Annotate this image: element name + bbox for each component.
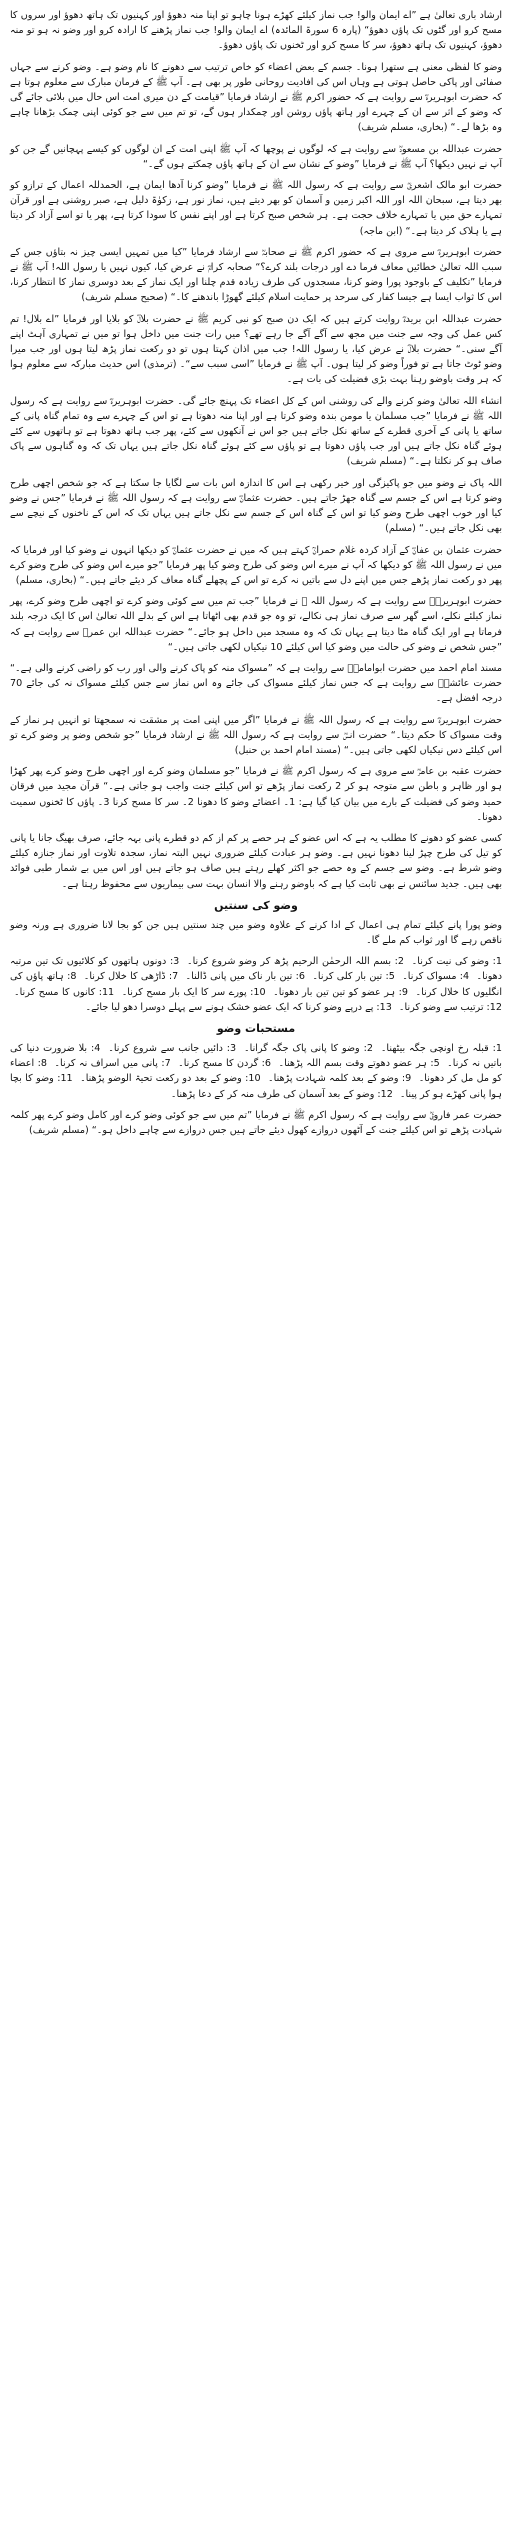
list-item: 8: اعضاء کو مل مل کر دھونا۔ xyxy=(10,1058,502,1085)
sunnah-intro: وضو پورا پانے کیلئے تمام ہی اعمال کے ادا کرنے کے علاوہ وضو میں چند سنتیں ہیں جن کو بجا لانا ضروری ہے ورنہ وضو ناقص رہے گا اور ثواب کم ملے گا۔ xyxy=(10,919,502,946)
closing-paragraph: حضرت عمر فاروقؓ سے روایت ہے کہ رسول اکرم ﷺ نے فرمایا ”تم میں سے جو کوئی وضو کرے اور کامل وضو کرے پھر کلمہ شہادت پڑھے تو اس کیلئے جنت کے آٹھوں دروازے کھول دیئے جاتے ہیں جس دروازے سے چاہے داخل ہو۔“ (مسلم شریف) xyxy=(10,1109,502,1136)
paragraph-light-of-wudu: انشاء اللہ تعالیٰ وضو کرنے والے کی روشنی اس کے کل اعضاء تک پہنچ جائے گی۔ حضرت ابوہریرہؓ سے روایت ہے کہ رسول اللہ ﷺ نے فرمایا ”جب مسلمان یا مومن بندہ وضو کرتا ہے اور اپنا منہ دھوتا ہے تو اس کے چہرے سے وہ تمام گناہ پانی کے ساتھ یا پانی کے آخری قطرے کے ساتھ نکل جاتے ہیں جو اس نے آنکھوں سے کئے، پھر جب ہاتھ دھوتا ہے تو ہاتھوں سے کئے ہوئے گناہ نکل جاتے ہیں اور جب پاؤں دھوتا ہے تو پاؤں سے کئے ہوئے گناہ نکل جاتے ہیں یہاں تک کہ وہ گناہوں سے پاک صاف ہو کر نکلتا ہے۔“ (مسلم شریف) xyxy=(10,395,502,468)
paragraph-wudu-meaning: وضو کا لفظی معنی ہے ستھرا ہونا۔ جسم کے بعض اعضاء کو خاص ترتیب سے دھونے کا نام وضو ہے۔ وضو کرنے سے جہاں صفائی اور پاکی حاصل ہوتی ہے وہاں اس کی افادیت روحانی طور پر بھی ہے۔ آپ ﷺ کے فرمان مبارک سے معلوم ہوتا ہے کہ حضرت ابوہریرہؓ سے روایت ہے کہ حضور اکرم ﷺ نے ارشاد فرمایا ”قیامت کے دن میری امت اس حال میں بلائی جائے گی کہ وضو کے اثر سے ان کے چہرے اور ہاتھ پاؤں روشن اور چمکدار ہوں گے، تو تم میں سے جو کوئی اپنی چمک بڑھانا چاہے وہ بڑھا لے۔“ (بخاری، مسلم شریف) xyxy=(10,61,502,134)
list-item: 5: ہر عضو دھوتے وقت بسم اللہ پڑھنا۔ xyxy=(278,1058,440,1070)
paragraph-steps-to-mosque: حضرت ابوہریرہؓ سے روایت ہے کہ رسول اللہ ﷺ نے فرمایا ”جب تم میں سے کوئی وضو کرے تو اچھی طرح وضو کرے، پھر نماز کیلئے نکلے، اسے گھر سے صرف نماز ہی نکالے، تو وہ جو قدم بھی اٹھاتا ہے اس کے بدلے اللہ تعالیٰ اس کا ایک درجہ بلند فرماتا ہے اور ایک گناہ مٹا دیتا ہے یہاں تک کہ وہ مسجد میں داخل ہو جائے۔“ حضرت عبداللہ ابن عمرؓ سے روایت ہے کہ ”جس شخص نے وضو کی حالت میں وضو کیا اس کیلئے 10 نیکیاں لکھی جاتی ہیں۔“ xyxy=(10,596,502,653)
paragraph-hazrat-usman: حضرت عثمان بن عفانؓ کے آزاد کردہ غلام حمرانؒ کہتے ہیں کہ میں نے حضرت عثمانؓ کو دیکھا انہوں نے وضو کیا اور فرمایا کہ میں نے رسول اللہ ﷺ کو دیکھا کہ آپ نے میرے اس وضو کی طرح وضو کیا پھر فرمایا ”جو میرے اس وضو کی طرح وضو کرے پھر دو رکعت نماز پڑھے جس میں اپنے دل سے باتیں نہ کرے تو اس کے پچھلے گناہ معاف کر دیئے جاتے ہیں۔“ (بخاری، مسلم) xyxy=(10,544,502,586)
paragraph-opening-verse: ارشاد باری تعالیٰ ہے ”اے ایمان والو! جب نماز کیلئے کھڑے ہونا چاہو تو اپنا منہ دھوؤ اور کہنیوں تک ہاتھ دھوؤ اور سروں کا مسح کرو اور گٹوں تک پاؤں دھوؤ“ (پارہ 6 سورۃ المائدہ) اے ایمان والو! جب نماز پڑھنے کا ارادہ کرو اور وضو نہ ہو تو منہ دھوؤ، کہنیوں تک ہاتھ دھوؤ، سر کا مسح کرو اور ٹخنوں تک پاؤں دھوؤ۔ xyxy=(10,10,503,52)
paragraph-hazrat-bilal: حضرت عبداللہ ابن بریدہؓ روایت کرتے ہیں کہ ایک دن صبح کو نبی کریم ﷺ نے حضرت بلالؓ کو بلایا اور فرمایا ”اے بلال! تم کس عمل کی وجہ سے جنت میں مجھ سے آگے آگے جا رہے تھے؟ میں رات جنت میں داخل ہوا تو میں نے تمہاری آہٹ اپنے آگے سنی۔“ حضرت بلالؓ نے عرض کیا، یا رسول اللہ! جب میں اذان کہتا ہوں تو دو رکعت نماز پڑھ لیتا ہوں اور جب میرا وضو ٹوٹ جاتا ہے تو فوراً وضو کر لیتا ہوں۔ آپ ﷺ نے فرمایا ”اسی سبب سے“۔ (ترمذی) اس حدیث مبارکہ سے معلوم ہوا کہ ہر وقت باوضو رہنا بہت بڑی فضیلت کی بات ہے۔ xyxy=(10,313,502,386)
paragraph-half-of-faith: حضرت ابو مالک اشعریؓ سے روایت ہے کہ رسول اللہ ﷺ نے فرمایا ”وضو کرنا آدھا ایمان ہے، الحمدللہ اعمال کے ترازو کو بھر دیتا ہے، سبحان اللہ اور اللہ اکبر زمین و آسمان کو بھر دیتے ہیں، نماز نور ہے، زکوٰۃ دلیل ہے، صبر روشنی ہے اور قرآن تمہارے حق میں یا تمہارے خلاف حجت ہے۔ ہر شخص صبح کرتا ہے اور اپنے نفس کا سودا کرتا ہے، پھر یا تو اسے آزاد کر دیتا ہے یا ہلاک کر دیتا ہے۔“ (ابن ماجہ) xyxy=(10,180,502,237)
list-item: 2: بسم اللہ الرحمٰن الرحیم پڑھ کر وضو شروع کرنا۔ xyxy=(186,956,404,968)
list-item: 4: بلا ضرورت دنیا کی باتیں نہ کرنا۔ xyxy=(10,1042,502,1070)
list-item: 7: پانی میں اسراف نہ کرنا۔ xyxy=(54,1058,171,1070)
list-item: 3: دائیں جانب سے شروع کرنا۔ xyxy=(108,1042,237,1054)
list-item: 4: مسواک کرنا۔ xyxy=(402,971,470,983)
list-item: 2: وضو کا پانی پاک جگہ گرانا۔ xyxy=(244,1042,373,1054)
list-item: 3: دونوں ہاتھوں کو کلائیوں تک تین مرتبہ دھونا۔ xyxy=(10,956,502,983)
list-item: 5: تین بار کلی کرنا۔ xyxy=(312,971,395,983)
paragraph-washing-meaning: کسی عضو کو دھونے کا مطلب یہ ہے کہ اس عضو کے ہر حصے پر کم از کم دو قطرے پانی بہہ جائے، صرف بھیگ جانا یا پانی کو تیل کی طرح چپڑ لینا دھونا نہیں ہے۔ وضو ہر عبادت کیلئے ضروری نہیں البتہ نماز، سجدہ تلاوت اور نماز جنازہ کیلئے وضو شرط ہے۔ وضو سے جسم کے وہ حصے جو اکثر کھلے رہتے ہیں صاف ہو جاتے ہیں اور اس میں بے شمار طبی فوائد بھی ہیں۔ جدید سائنس نے بھی ثابت کیا ہے کہ باوضو رہنے والا انسان بہت سی بیماریوں سے محفوظ رہتا ہے۔ xyxy=(10,832,502,890)
list-item: 10: وضو کے بعد دو رکعت تحیۃ الوضو پڑھنا۔ xyxy=(80,1073,261,1085)
list-item: 11: وضو کا بچا ہوا پانی کھڑے ہو کر پینا۔ xyxy=(10,1073,502,1100)
list-item: 9: وضو کے بعد کلمہ شہادت پڑھنا۔ xyxy=(268,1073,412,1085)
list-item: 1: وضو کی نیت کرنا۔ xyxy=(411,956,502,968)
paragraph-faraiz: حضرت عقبہ بن عامرؓ سے مروی ہے کہ رسول اکرم ﷺ نے فرمایا ”جو مسلمان وضو کرے اور اچھی طرح وضو کرے پھر کھڑا ہو اور ظاہر و باطن سے متوجہ ہو کر 2 رکعت نماز پڑھے تو اس کیلئے جنت واجب ہو جاتی ہے۔“ قرآن مجید میں فرقان حمید وضو کی فضیلت کے بارے میں بیان کیا گیا ہے: 1۔ اعضائے وضو کا دھونا 2۔ سر کا مسح کرنا 3۔ پاؤں کا ٹخنوں سمیت دھونا۔ xyxy=(10,766,502,823)
sunnah-heading: وضو کی سنتیں xyxy=(214,898,298,912)
paragraph-wudu-upon-wudu: حضرت ابوہریرہؓ سے روایت ہے کہ رسول اللہ ﷺ نے فرمایا ”اگر میں اپنی امت پر مشقت نہ سمجھتا تو انہیں ہر نماز کے وقت مسواک کا حکم دیتا۔“ حضرت انسؓ سے روایت ہے کہ رسول اللہ ﷺ نے ارشاد فرمایا ”جو شخص وضو پر وضو کرے تو اس کیلئے دس نیکیاں لکھی جاتی ہیں۔“ (مسند امام احمد بن حنبل) xyxy=(10,714,502,756)
paragraph-hadith-recognition: حضرت عبداللہ بن مسعودؓ سے روایت ہے کہ لوگوں نے پوچھا کہ آپ ﷺ اپنی امت کے ان لوگوں کو کیسے پہچانیں گے جن کو آپ نے نہیں دیکھا؟ آپ ﷺ نے فرمایا ”وضو کے نشان سے ان کے ہاتھ پاؤں چمکتے ہوں گے۔“ xyxy=(10,143,502,170)
mustahab-heading: مستحبات وضو xyxy=(216,1021,296,1035)
list-item: 1: قبلہ رخ اونچی جگہ بیٹھنا۔ xyxy=(380,1042,502,1054)
list-item: 8: ہاتھ پاؤں کی انگلیوں کا خلال کرنا۔ xyxy=(10,971,503,998)
list-item: 10: پورے سر کا ایک بار مسح کرنا۔ xyxy=(121,986,266,998)
list-item: 13: پے درپے وضو کرنا کہ ایک عضو خشک ہونے سے پہلے دوسرا دھو لیا جائے۔ xyxy=(85,1001,392,1013)
paragraph-purity: اللہ پاک نے وضو میں جو پاکیزگی اور خیر رکھی ہے اس کا اندازہ اس بات سے لگایا جا سکتا ہے کہ جو شخص اچھی طرح وضو کرتا ہے اس کے جسم سے گناہ جھڑ جاتے ہیں۔ حضرت عثمانؓ سے روایت ہے کہ رسول اللہ ﷺ نے فرمایا ”جس نے وضو کیا اور خوب اچھی طرح وضو کیا تو اس کے گناہ اس کے جسم سے نکل جاتے ہیں یہاں تک کہ اس کے ناخنوں کے نیچے سے بھی نکل جاتے ہیں۔“ (مسلم) xyxy=(10,477,502,535)
list-item: 11: کانوں کا مسح کرنا۔ xyxy=(14,986,115,998)
mustahab-list xyxy=(10,1041,502,1102)
list-item: 12: وضو کے بعد آسمان کی طرف منہ کر کے دعا پڑھنا۔ xyxy=(170,1088,393,1100)
list-item: 7: ڈاڑھی کا خلال کرنا۔ xyxy=(83,971,179,983)
paragraph-miswak: مسند امام احمد میں حضرت ابوامامہؓ سے روایت ہے کہ ”مسواک منہ کو پاک کرنے والی اور رب کو راضی کرنے والی ہے۔“ حضرت عائشہؓ سے روایت ہے کہ جس نماز کیلئے مسواک کی جائے وہ اس نماز سے جس کیلئے مسواک نہ کی جائے 70 درجہ افضل ہے۔ xyxy=(10,662,502,705)
paragraph-sins-forgiven: حضرت ابوہریرہؓ سے مروی ہے کہ حضور اکرم ﷺ نے صحابہؓ سے ارشاد فرمایا ”کیا میں تمہیں ایسی چیز نہ بتاؤں جس کے سبب اللہ تعالیٰ خطائیں معاف فرما دے اور درجات بلند کرے؟“ صحابہ کرامؓ نے عرض کیا، کیوں نہیں یا رسول اللہ! آپ ﷺ نے فرمایا ”تکلیف کے باوجود پورا وضو کرنا، مسجدوں کی طرف زیادہ قدم چلنا اور ایک نماز کے بعد دوسری نماز کا انتظار کرنا، اس کا ثواب ایسا ہے جیسا کفار کی سرحد پر حمایت اسلام کیلئے گھوڑا باندھنے کا۔“ (صحیح مسلم شریف) xyxy=(10,246,502,304)
list-item: 9: ہر عضو کو تین تین بار دھونا۔ xyxy=(273,986,409,998)
list-item: 6: گردن کا مسح کرنا۔ xyxy=(178,1058,271,1070)
sunnah-list xyxy=(10,954,502,1015)
list-item: 6: تین بار ناک میں پانی ڈالنا۔ xyxy=(185,971,305,983)
list-item: 12: ترتیب سے وضو کرنا۔ xyxy=(398,1001,502,1013)
